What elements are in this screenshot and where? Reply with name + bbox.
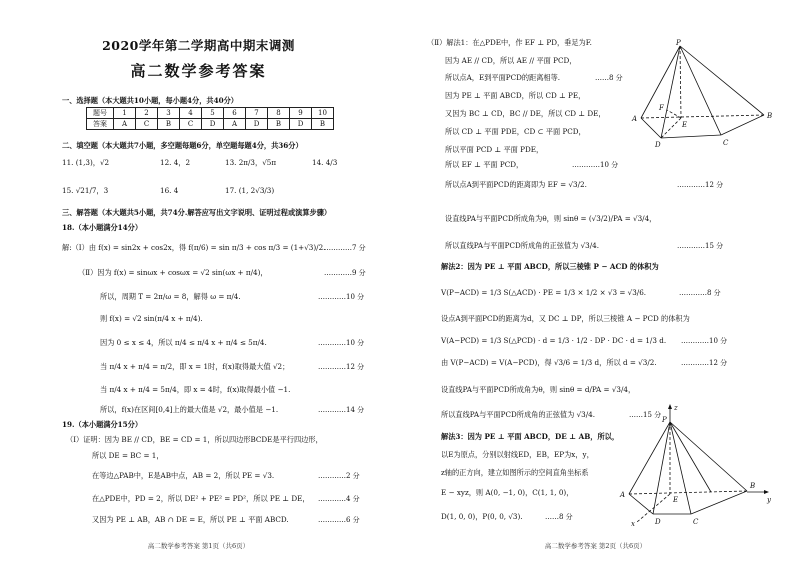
answer-title: 高二数学参考答案 (130, 62, 267, 80)
q19-line: （Ⅰ）证明：因为 BE // CD，BE = CD = 1，所以四边形BCDE是平行四边形， (66, 435, 323, 444)
axis-label: z (674, 404, 678, 412)
q19-line: 以E为原点，分别以射线ED，EB，EP为x，y， (441, 450, 594, 459)
fill-answer-13: 13. 2π/3，√5π (225, 158, 277, 167)
vertex-label: D (655, 518, 661, 526)
q19-line: 因为 PE ⊥ 平面 ABCD，所以 CD ⊥ PE， (445, 91, 586, 100)
table-cell: 10 (312, 108, 334, 119)
vertex-label: E (682, 121, 688, 129)
q19-line: 所以直线PA与平面PCD所成角的正弦值为 √3/4. (441, 410, 595, 419)
table-cell: 9 (290, 108, 312, 119)
method-3-line: 解法3：因为 PE ⊥ 平面 ABCD，DE ⊥ AB，所以， (441, 432, 620, 441)
table-cell: C (136, 119, 158, 130)
fill-answer-15: 15. √21/7，3 (62, 186, 109, 195)
table-cell: B (158, 119, 180, 130)
fill-answer-17: 17. (1, 2√3/3) (225, 186, 275, 195)
q19-line: 设直线PA与平面PCD所成角为θ，则 sinθ = (√3/2)/PA = √3/4， (445, 214, 657, 223)
q19-line: 又因为 BC ⊥ CD，BC // DE，所以 CD ⊥ DE， (445, 109, 606, 118)
section-fill-heading: 二、填空题（本大题共7小题，多空题每题6分，单空题每题4分，共36分） (62, 141, 303, 150)
table-row (87, 108, 334, 119)
score-mark: …………10 分 (318, 339, 365, 347)
axis-label: x (631, 520, 635, 528)
vertex-label: A (620, 491, 626, 499)
table-cell: 3 (158, 108, 180, 119)
score-mark: …………7 分 (324, 244, 366, 252)
coordinate-pyramid-figure (617, 402, 777, 528)
vertex-label: F (659, 104, 664, 112)
table-cell: C (180, 119, 202, 130)
table-cell: A (114, 119, 136, 130)
section-choice-heading: 一、选择题（本大题共10小题，每小题4分，共40分） (62, 96, 238, 105)
axis-label: y (767, 496, 771, 504)
section-solve-heading: 三、解答题（本大题共5小题，共74分.解答应写出文字说明、证明过程或演算步骤） (62, 208, 332, 217)
q19-line: 所以点A，E到平面PCD的距离相等. (445, 73, 561, 82)
table-cell: 题号 (87, 108, 114, 119)
score-mark: …………12 分 (318, 363, 365, 371)
page-2 (397, 0, 794, 561)
score-mark: ……15 分 (629, 411, 662, 419)
q19-line: 在△PDE中，PD = 2，所以 DE² + PE² = PD²，所以 PE ⊥ DE， (92, 494, 310, 503)
q19-line: z轴的正方向，建立如图所示的空间直角坐标系 (441, 468, 589, 477)
table-cell: D (290, 119, 312, 130)
q19-line: 所以 DE = BC = 1， (92, 451, 164, 460)
score-mark: ……8 分 (545, 513, 573, 521)
vertex-label: B (750, 482, 756, 490)
score-mark: …………10 分 (681, 337, 728, 345)
table-cell: 7 (246, 108, 268, 119)
score-mark: …………12 分 (681, 359, 728, 367)
table-cell: 6 (224, 108, 246, 119)
vertex-label: B (767, 112, 773, 120)
vertex-label: C (723, 139, 729, 147)
exam-title: 2020学年第二学期高中期末调测 (102, 38, 295, 53)
score-mark: …………9 分 (324, 269, 366, 277)
score-mark: …………6 分 (318, 516, 360, 524)
q19-line: V(A−PCD) = 1/3 S(△PCD) · d = 1/3 · 1/2 · DP · DC · d = 1/3 d. (441, 336, 667, 345)
q19-line: 由 V(P−ACD) = V(A−PCD)，得 √3/6 = 1/3 d，所以 d = √3/2. (441, 358, 657, 367)
q19-line: 所以 CD ⊥ 平面 PDE，CD ⊂ 平面 PCD， (445, 127, 586, 136)
q19-line: E − xyz，则 A(0, −1, 0)，C(1, 1, 0)， (441, 488, 574, 497)
q19-line: V(P−ACD) = 1/3 S(△ACD) · PE = 1/3 × 1/2 × √3 = √3/6. (441, 288, 647, 297)
table-cell: 8 (268, 108, 290, 119)
method-2-line: 解法2：因为 PE ⊥ 平面 ABCD，所以三棱锥 P − ACD 的体积为 (441, 262, 659, 271)
pyramid-figure (629, 38, 779, 150)
table-cell: 1 (114, 108, 136, 119)
q19-line: （Ⅱ）解法1：在△PDE中，作 EF ⊥ PD，垂足为F. (427, 38, 592, 47)
vertex-label: E (673, 496, 679, 504)
score-mark: …………10 分 (318, 293, 365, 301)
q19-line: 所以平面 PCD ⊥ 平面 PDE， (445, 145, 544, 154)
q19-line: 设直线PA与平面PCD所成角为θ，则 sinθ = d/PA = √3/4， (441, 385, 636, 394)
q19-line: D(1, 0, 0)，P(0, 0, √3). (441, 512, 523, 521)
score-mark: …………8 分 (679, 289, 721, 297)
fill-answer-11: 11. (1,3)，√2 (62, 158, 110, 167)
score-mark: …………10 分 (572, 161, 619, 169)
table-cell: B (268, 119, 290, 130)
q18-line: （Ⅱ）因为 f(x) = sinωx + cosωx = √2 sin(ωx + π/4)， (78, 268, 268, 277)
page-footer: 高二数学参考答案 第2页（共6页） (544, 542, 647, 550)
score-mark: …………12 分 (677, 181, 724, 189)
score-mark: …………2 分 (318, 472, 360, 480)
score-mark: …………14 分 (318, 406, 365, 414)
q19-line: 所以点A到平面PCD的距离即为 EF = √3/2. (445, 180, 587, 189)
question-18-heading: 18.（本小题满分14分） (62, 223, 143, 232)
q19-line: 所以直线PA与平面PCD所成角的正弦值为 √3/4. (445, 241, 599, 250)
score-mark: ……8 分 (595, 74, 623, 82)
vertex-label: D (655, 141, 661, 149)
score-mark: …………4 分 (318, 495, 360, 503)
vertex-label: A (632, 115, 638, 123)
table-cell: 2 (136, 108, 158, 119)
q19-line: 又因为 PE ⊥ AB，AB ∩ DE = E，所以 PE ⊥ 平面 ABCD. (92, 515, 289, 524)
page-footer: 高二数学参考答案 第1页（共6页） (147, 542, 250, 550)
table-cell: D (202, 119, 224, 130)
vertex-label: P (662, 416, 667, 424)
score-mark: …………15 分 (677, 242, 724, 250)
table-cell: B (312, 119, 334, 130)
q18-line: 因为 0 ≤ x ≤ 4，所以 π/4 ≤ π/4 x + π/4 ≤ 5π/4. (100, 338, 267, 347)
q18-line: 所以，周期 T = 2π/ω = 8，解得 ω = π/4. (100, 292, 241, 301)
table-cell: 答案 (87, 119, 114, 130)
q18-line: 则 f(x) = √2 sin(π/4 x + π/4). (100, 314, 203, 323)
q19-line: 因为 AE // CD，所以 AE // 平面 PCD， (445, 56, 577, 65)
q18-line: 解:（Ⅰ）由 f(x) = sin2x + cos2x，得 f(π/6) = sin π/3 + cos π/3 = (1+√3)/2. (62, 243, 326, 252)
vertex-label: P (676, 39, 681, 47)
table-cell: D (246, 119, 268, 130)
table-row (87, 119, 334, 130)
fill-answer-14: 14. 4/3 (312, 158, 338, 167)
vertex-label: C (693, 518, 699, 526)
fill-answer-16: 16. 4 (160, 186, 179, 195)
q19-line: 所以 EF ⊥ 平面 PCD， (445, 160, 524, 169)
q19-line: 在等边△PAB中，E是AB中点，AB = 2，所以 PE = √3. (92, 471, 275, 480)
q18-line: 当 π/4 x + π/4 = 5π/4，即 x = 4时，f(x)取得最小值 −1. (100, 385, 291, 394)
table-cell: A (224, 119, 246, 130)
table-cell: 4 (180, 108, 202, 119)
choice-answer-table (86, 107, 334, 130)
question-19-heading: 19.（本小题满分15分） (62, 420, 143, 429)
q18-line: 所以，f(x)在区间[0,4]上的最大值是 √2，最小值是 −1. (100, 405, 279, 414)
q18-line: 当 π/4 x + π/4 = π/2，即 x = 1时，f(x)取得最大值 √2； (100, 362, 290, 371)
fill-answer-12: 12. 4，2 (160, 158, 191, 167)
q19-line: 设点A到平面PCD的距离为d，又 DC ⊥ DP，所以三棱锥 A − PCD 的体积为 (441, 314, 690, 323)
table-cell: 5 (202, 108, 224, 119)
